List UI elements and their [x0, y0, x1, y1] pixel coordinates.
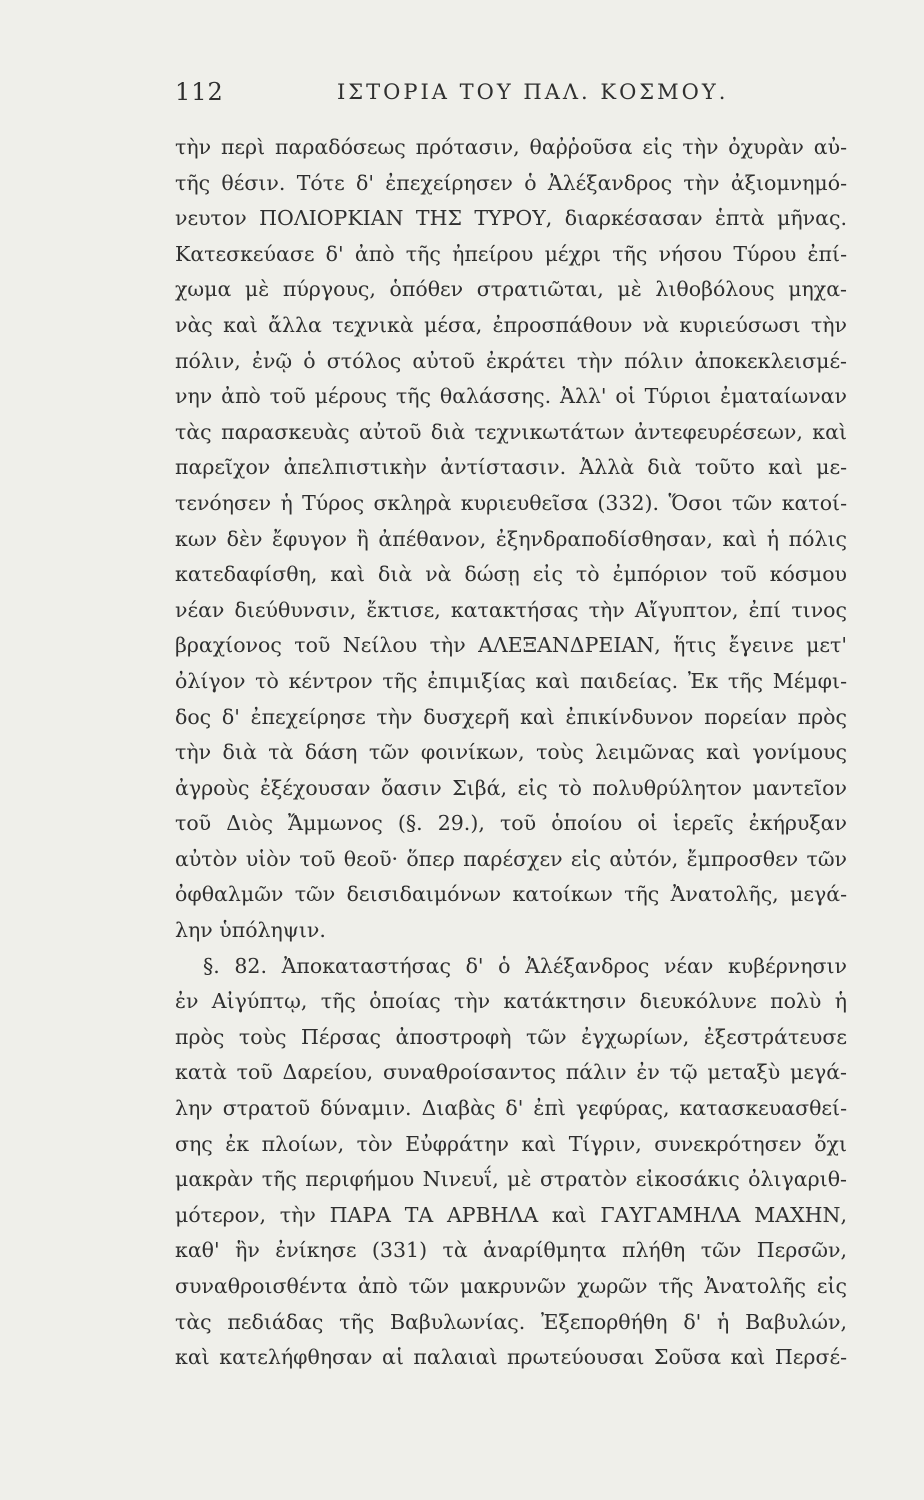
text-line: βραχίονος τοῦ Νείλου τὴν ΑΛΕΞΑΝΔΡΕΙΑΝ, ἥτις ἔγεινε μετ' [175, 633, 847, 658]
text-line: τοῦ Διὸς Ἄμμωνος (§. 29.), τοῦ ὁποίου οἱ ἱερεῖς ἐκήρυξαν [175, 811, 847, 836]
page-number: 112 [175, 78, 224, 106]
page-header [175, 78, 805, 114]
text-line: ἐν Αἰγύπτῳ, τῆς ὁποίας τὴν κατάκτησιν διευκόλυνε πολὺ ἡ [175, 989, 847, 1014]
text-line: τενόησεν ἡ Τύρος σκληρὰ κυριευθεῖσα (332). Ὅσοι τῶν κατοί- [175, 490, 847, 515]
text-line: παρεῖχον ἀπελπιστικὴν ἀντίστασιν. Ἀλλὰ διὰ τοῦτο καὶ με- [175, 455, 847, 480]
body-text [175, 130, 847, 1376]
text-line: νην ἀπὸ τοῦ μέρους τῆς θαλάσσης. Ἀλλ' οἱ Τύριοι ἐματαίωναν [175, 384, 847, 409]
text-line: ὀφθαλμῶν τῶν δεισιδαιμόνων κατοίκων τῆς Ἀνατολῆς, μεγά- [175, 882, 847, 907]
text-line: σης ἐκ πλοίων, τὸν Εὐφράτην καὶ Τίγριν, συνεκρότησεν ὄχι [175, 1131, 847, 1156]
text-line: κων δὲν ἔφυγον ἢ ἀπέθανον, ἐξηνδραποδίσθησαν, καὶ ἡ πόλις [175, 526, 847, 551]
text-line: νὰς καὶ ἄλλα τεχνικὰ μέσα, ἐπροσπάθουν νὰ κυριεύσωσι τὴν [175, 312, 847, 337]
text-line: συναθροισθέντα ἀπὸ τῶν μακρυνῶν χωρῶν τῆς Ἀνατολῆς εἰς [175, 1274, 847, 1298]
text-line: χωμα μὲ πύργους, ὁπόθεν στρατιῶται, μὲ λιθοβόλους μηχα- [175, 277, 847, 302]
text-line: πρὸς τοὺς Πέρσας ἀποστροφὴ τῶν ἐγχωρίων, ἐξεστράτευσε [175, 1024, 847, 1049]
text-line: νευτον ΠΟΛΙΟΡΚΙΑΝ ΤΗΣ ΤΥΡΟΥ, διαρκέσασαν ἑπτὰ μῆνας. [175, 206, 847, 231]
paragraph-end-line: λην ὑπόληψιν. [175, 918, 326, 943]
text-line: τὴν διὰ τὰ δάση τῶν φοινίκων, τοὺς λειμῶνας καὶ γονίμους [175, 740, 847, 765]
text-line: κατὰ τοῦ Δαρείου, συναθροίσαντος πάλιν ἐν τῷ μεταξὺ μεγά- [175, 1060, 847, 1085]
text-line: λην στρατοῦ δύναμιν. Διαβὰς δ' ἐπὶ γεφύρας, κατασκευασθεί- [175, 1096, 847, 1121]
text-line: τῆς θέσιν. Τότε δ' ἐπεχείρησεν ὁ Ἀλέξανδρος τὴν ἀξιομνημό- [175, 170, 847, 195]
text-line: τὰς πεδιάδας τῆς Βαβυλωνίας. Ἐξεπορθήθη δ' ἡ Βαβυλών, [175, 1309, 847, 1334]
text-line: καὶ κατελήφθησαν αἱ παλαιαὶ πρωτεύουσαι Σοῦσα καὶ Περσέ- [175, 1345, 847, 1370]
text-line: ἀγροὺς ἐξέχουσαν ὄασιν Σιβά, εἰς τὸ πολυθρύλητον μαντεῖον [175, 775, 847, 800]
text-line: κατεδαφίσθη, καὶ διὰ νὰ δώσῃ εἰς τὸ ἐμπόριον τοῦ κόσμου [175, 562, 847, 587]
text-line: καθ' ἣν ἐνίκησε (331) τὰ ἀναρίθμητα πλήθη τῶν Περσῶν, [175, 1238, 847, 1263]
text-line: αὐτὸν υἱὸν τοῦ θεοῦ· ὅπερ παρέσχεν εἰς αὐτόν, ἔμπροσθεν τῶν [175, 846, 847, 871]
text-line: μότερον, τὴν ΠΑΡΑ ΤΑ ΑΡΒΗΛΑ καὶ ΓΑΥΓΑΜΗΛΑ ΜΑΧΗΝ, [175, 1202, 847, 1227]
text-line: Κατεσκεύασε δ' ἀπὸ τῆς ἠπείρου μέχρι τῆς νήσου Τύρου ἐπί- [175, 241, 847, 266]
text-line: τὰς παρασκευὰς αὐτοῦ διὰ τεχνικωτάτων ἀντεφευρέσεων, καὶ [175, 419, 847, 444]
text-line: πόλιν, ἐνῷ ὁ στόλος αὐτοῦ ἐκράτει τὴν πόλιν ἀποκεκλεισμέ- [175, 348, 847, 373]
text-line: τὴν περὶ παραδόσεως πρότασιν, θαῤῥοῦσα εἰς τὴν ὀχυρὰν αὐ- [175, 135, 847, 159]
running-title: ΙΣΤΟΡΙΑ ΤΟΥ ΠΑΛ. ΚΟΣΜΟΥ. [337, 80, 729, 104]
text-line: ὀλίγον τὸ κέντρον τῆς ἐπιμιξίας καὶ παιδείας. Ἐκ τῆς Μέμφι- [175, 668, 847, 693]
section-82-start-line: §. 82. Ἀποκαταστήσας δ' ὁ Ἀλέξανδρος νέαν κυβέρνησιν [203, 953, 847, 978]
text-line: δος δ' ἐπεχείρησε τὴν δυσχερῆ καὶ ἐπικίνδυνον πορείαν πρὸς [175, 704, 847, 729]
text-line: μακρὰν τῆς περιφήμου Νινευΐ, μὲ στρατὸν εἰκοσάκις ὀλιγαριθ- [175, 1167, 847, 1192]
text-line: νέαν διεύθυνσιν, ἔκτισε, κατακτήσας τὴν Αἴγυπτον, ἐπί τινος [175, 597, 847, 622]
